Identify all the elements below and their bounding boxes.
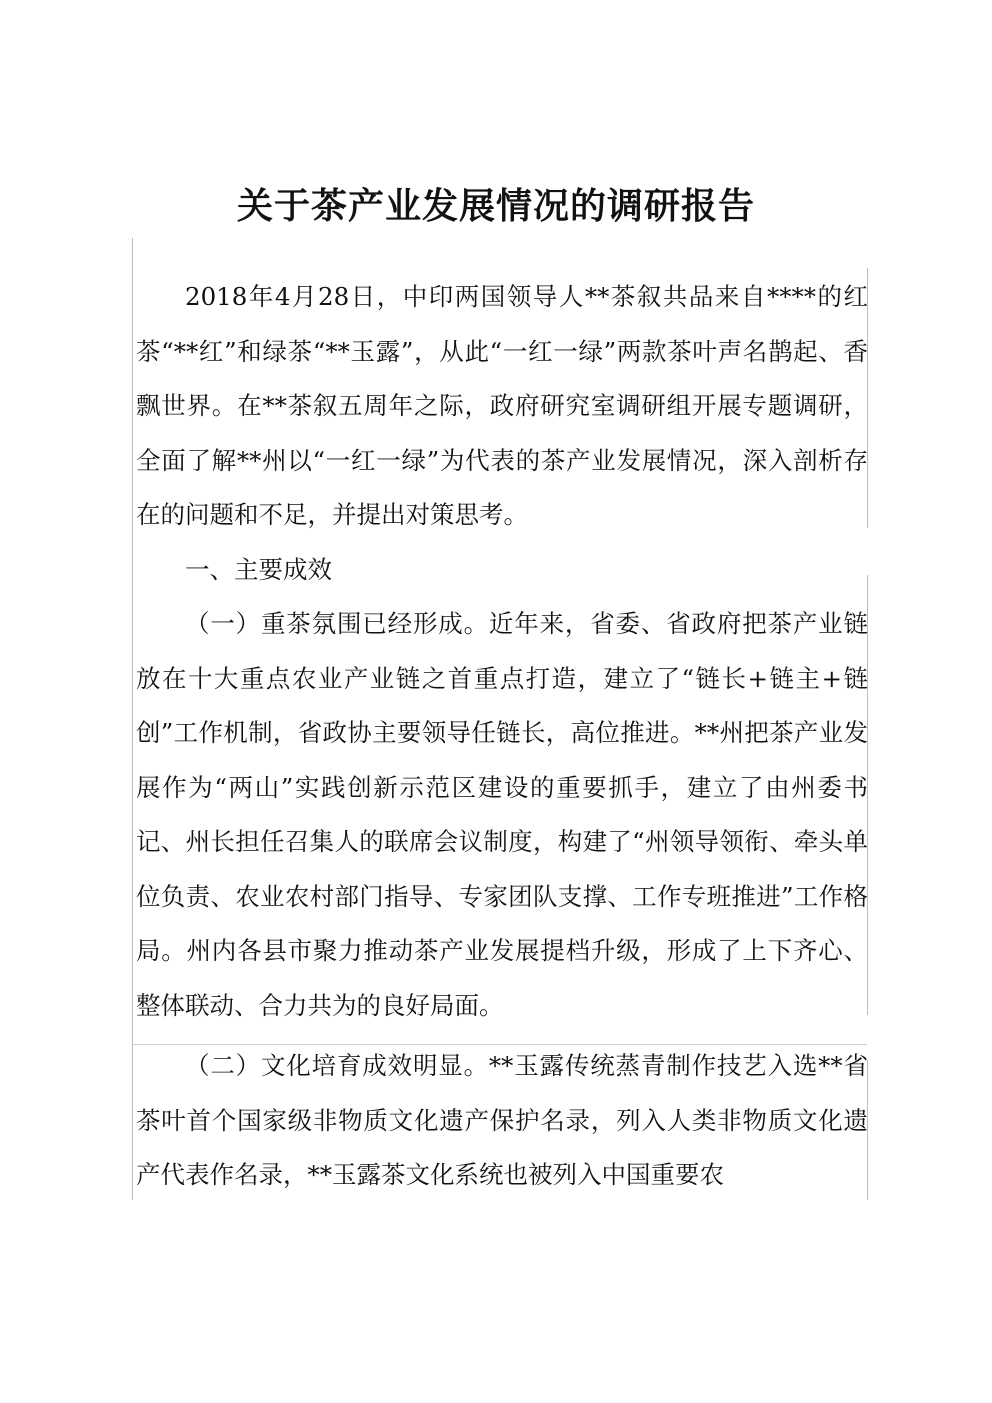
paragraph-culture-cultivation: （二）文化培育成效明显。**玉露传统蒸青制作技艺入选**省茶叶首个国家级非物质文化遗产保护名录，列入人类非物质文化遗产代表作名录，**玉露茶文化系统也被列入中国重要农 xyxy=(136,1051,868,1189)
document-body xyxy=(136,270,868,1203)
frame-left-border xyxy=(132,238,133,1200)
section-heading-main-achievements: 一、主要成效 xyxy=(185,554,332,584)
paragraph-intro: 2018年4月28日，中印两国领导人**茶叙共品来自****的红茶“**红”和绿茶“**玉露”，从此“一红一绿”两款茶叶声名鹊起、香飘世界。在**茶叙五周年之际，政府研究室调研组开展专题调研，全面了解**州以“一红一绿”为代表的茶产业发展情况，深入剖析存在的问题和不足，并提出对策思考。 xyxy=(136,282,868,529)
paragraph-tea-atmosphere: （一）重茶氛围已经形成。近年来，省委、省政府把茶产业链放在十大重点农业产业链之首重点打造，建立了“链长+链主+链创”工作机制，省政协主要领导任链长，高位推进。**州把茶产业发展作为“两山”实践创新示范区建设的重要抓手，建立了由州委书记、州长担任召集人的联席会议制度，构建了“州领导领衔、牵头单位负责、农业农村部门指导、专家团队支撑、工作专班推进”工作格局。州内各县市聚力推动茶产业发展提档升级，形成了上下齐心、整体联动、合力共为的良好局面。 xyxy=(136,609,868,1020)
page-title: 关于茶产业发展情况的调研报告 xyxy=(236,185,755,227)
